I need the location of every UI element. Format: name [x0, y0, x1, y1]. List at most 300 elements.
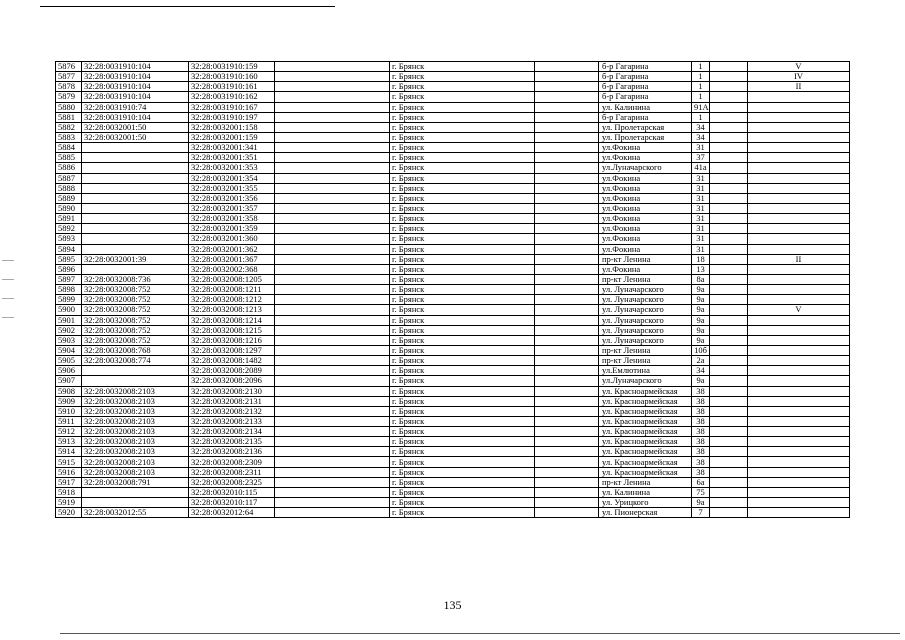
category-cell [748, 335, 850, 345]
row-number: 5887 [56, 173, 82, 183]
city-cell: г. Брянск [390, 143, 535, 153]
margin-marks [2, 260, 22, 360]
cadastral-number: 32:28:0032008:2135 [189, 437, 275, 447]
empty-cell [535, 264, 599, 274]
empty-cell [710, 508, 748, 518]
street-cell: б-р Гагарина [599, 82, 692, 92]
empty-cell [275, 112, 390, 122]
street-cell: пр-кт Ленина [599, 274, 692, 284]
empty-cell [710, 498, 748, 508]
empty-cell [710, 274, 748, 284]
street-cell: ул. Красноармейская [599, 386, 692, 396]
empty-cell [275, 295, 390, 305]
empty-cell [710, 254, 748, 264]
empty-cell [535, 254, 599, 264]
empty-cell [535, 183, 599, 193]
empty-cell [275, 356, 390, 366]
empty-cell [275, 498, 390, 508]
empty-cell [535, 274, 599, 284]
row-number: 5891 [56, 214, 82, 224]
category-cell [748, 193, 850, 203]
empty-cell [275, 274, 390, 284]
top-rule [40, 6, 335, 7]
empty-cell [275, 396, 390, 406]
house-cell: 9а [692, 498, 710, 508]
street-cell: ул. Луначарского [599, 285, 692, 295]
empty-cell [535, 224, 599, 234]
empty-cell [275, 193, 390, 203]
street-cell: ул.Фокина [599, 214, 692, 224]
parent-cadastral-number: 32:28:0031910:104 [82, 72, 189, 82]
category-cell [748, 183, 850, 193]
cadastral-number: 32:28:0032008:1213 [189, 305, 275, 315]
street-cell: ул. Красноармейская [599, 467, 692, 477]
parent-cadastral-number: 32:28:0032008:752 [82, 335, 189, 345]
house-cell: 9а [692, 295, 710, 305]
registry-rows [56, 62, 850, 518]
parent-cadastral-number: 32:28:0031910:74 [82, 102, 189, 112]
category-cell [748, 163, 850, 173]
row-number: 5884 [56, 143, 82, 153]
empty-cell [710, 376, 748, 386]
parent-cadastral-number: 32:28:0032008:752 [82, 295, 189, 305]
row-number: 5888 [56, 183, 82, 193]
empty-cell [275, 254, 390, 264]
empty-cell [535, 82, 599, 92]
city-cell: г. Брянск [390, 406, 535, 416]
empty-cell [710, 203, 748, 213]
empty-cell [275, 467, 390, 477]
row-number: 5899 [56, 295, 82, 305]
house-cell: 38 [692, 427, 710, 437]
house-cell: 31 [692, 193, 710, 203]
cadastral-number: 32:28:0032008:2325 [189, 477, 275, 487]
row-number: 5917 [56, 477, 82, 487]
city-cell: г. Брянск [390, 376, 535, 386]
category-cell [748, 315, 850, 325]
empty-cell [535, 457, 599, 467]
city-cell: г. Брянск [390, 132, 535, 142]
table-row [56, 153, 850, 163]
city-cell: г. Брянск [390, 325, 535, 335]
row-number: 5911 [56, 416, 82, 426]
empty-cell [275, 264, 390, 274]
empty-cell [275, 132, 390, 142]
empty-cell [535, 315, 599, 325]
table-row [56, 224, 850, 234]
empty-cell [535, 234, 599, 244]
cadastral-number: 32:28:0031910:159 [189, 62, 275, 72]
house-cell: 38 [692, 437, 710, 447]
category-cell [748, 102, 850, 112]
empty-cell [710, 396, 748, 406]
table-row [56, 203, 850, 213]
city-cell: г. Брянск [390, 163, 535, 173]
city-cell: г. Брянск [390, 356, 535, 366]
empty-cell [710, 315, 748, 325]
house-cell: 7 [692, 508, 710, 518]
city-cell: г. Брянск [390, 72, 535, 82]
city-cell: г. Брянск [390, 274, 535, 284]
row-number: 5881 [56, 112, 82, 122]
street-cell: ул.Фокина [599, 183, 692, 193]
parent-cadastral-number [82, 214, 189, 224]
street-cell: ул. Пролетарская [599, 122, 692, 132]
cadastral-number: 32:28:0032010:117 [189, 498, 275, 508]
category-cell [748, 234, 850, 244]
empty-cell [275, 203, 390, 213]
cadastral-number: 32:28:0032001:353 [189, 163, 275, 173]
parent-cadastral-number [82, 203, 189, 213]
parent-cadastral-number: 32:28:0032008:768 [82, 345, 189, 355]
parent-cadastral-number [82, 153, 189, 163]
table-row [56, 396, 850, 406]
category-cell [748, 406, 850, 416]
row-number: 5897 [56, 274, 82, 284]
row-number: 5915 [56, 457, 82, 467]
parent-cadastral-number: 32:28:0031910:104 [82, 92, 189, 102]
city-cell: г. Брянск [390, 498, 535, 508]
row-number: 5900 [56, 305, 82, 315]
category-cell [748, 366, 850, 376]
empty-cell [535, 102, 599, 112]
city-cell: г. Брянск [390, 416, 535, 426]
empty-cell [710, 386, 748, 396]
empty-cell [275, 72, 390, 82]
parent-cadastral-number: 32:28:0032008:2103 [82, 386, 189, 396]
empty-cell [535, 143, 599, 153]
table-row [56, 376, 850, 386]
empty-cell [275, 305, 390, 315]
table-row [56, 193, 850, 203]
table-row [56, 82, 850, 92]
empty-cell [535, 487, 599, 497]
city-cell: г. Брянск [390, 82, 535, 92]
street-cell: ул.Фокина [599, 224, 692, 234]
empty-cell [535, 132, 599, 142]
empty-cell [535, 214, 599, 224]
table-row [56, 335, 850, 345]
city-cell: г. Брянск [390, 203, 535, 213]
table-row [56, 386, 850, 396]
category-cell [748, 508, 850, 518]
street-cell: ул. Красноармейская [599, 396, 692, 406]
empty-cell [275, 143, 390, 153]
table-row [56, 285, 850, 295]
house-cell: 9а [692, 325, 710, 335]
empty-cell [710, 153, 748, 163]
house-cell: 2а [692, 356, 710, 366]
row-number: 5896 [56, 264, 82, 274]
parent-cadastral-number: 32:28:0031910:104 [82, 82, 189, 92]
empty-cell [535, 244, 599, 254]
house-cell: 41а [692, 163, 710, 173]
table-row [56, 234, 850, 244]
table-row [56, 264, 850, 274]
row-number: 5890 [56, 203, 82, 213]
city-cell: г. Брянск [390, 315, 535, 325]
empty-cell [275, 376, 390, 386]
city-cell: г. Брянск [390, 153, 535, 163]
city-cell: г. Брянск [390, 102, 535, 112]
category-cell [748, 487, 850, 497]
category-cell [748, 143, 850, 153]
empty-cell [275, 427, 390, 437]
house-cell: 38 [692, 396, 710, 406]
table-row [56, 112, 850, 122]
registry-page [55, 61, 850, 518]
city-cell: г. Брянск [390, 366, 535, 376]
empty-cell [710, 467, 748, 477]
category-cell [748, 92, 850, 102]
empty-cell [710, 305, 748, 315]
table-row [56, 457, 850, 467]
row-number: 5908 [56, 386, 82, 396]
empty-cell [710, 234, 748, 244]
city-cell: г. Брянск [390, 437, 535, 447]
cadastral-number: 32:28:0032008:1214 [189, 315, 275, 325]
street-cell: ул. Красноармейская [599, 447, 692, 457]
empty-cell [275, 92, 390, 102]
table-row [56, 102, 850, 112]
street-cell: ул. Калинина [599, 487, 692, 497]
empty-cell [710, 173, 748, 183]
empty-cell [275, 183, 390, 193]
empty-cell [275, 315, 390, 325]
row-number: 5889 [56, 193, 82, 203]
empty-cell [710, 356, 748, 366]
table-row [56, 447, 850, 457]
street-cell: б-р Гагарина [599, 62, 692, 72]
empty-cell [710, 416, 748, 426]
house-cell: 1 [692, 92, 710, 102]
empty-cell [275, 508, 390, 518]
street-cell: б-р Гагарина [599, 112, 692, 122]
street-cell: ул.Фокина [599, 153, 692, 163]
cadastral-number: 32:28:0032008:1297 [189, 345, 275, 355]
house-cell: 31 [692, 214, 710, 224]
parent-cadastral-number [82, 264, 189, 274]
empty-cell [275, 62, 390, 72]
category-cell [748, 153, 850, 163]
parent-cadastral-number [82, 143, 189, 153]
empty-cell [710, 132, 748, 142]
empty-cell [275, 244, 390, 254]
parent-cadastral-number [82, 193, 189, 203]
parent-cadastral-number: 32:28:0032008:736 [82, 274, 189, 284]
city-cell: г. Брянск [390, 386, 535, 396]
city-cell: г. Брянск [390, 264, 535, 274]
table-row [56, 437, 850, 447]
category-cell [748, 447, 850, 457]
row-number: 5883 [56, 132, 82, 142]
city-cell: г. Брянск [390, 305, 535, 315]
cadastral-number: 32:28:0032008:1211 [189, 285, 275, 295]
parent-cadastral-number [82, 173, 189, 183]
parent-cadastral-number [82, 234, 189, 244]
category-cell [748, 345, 850, 355]
house-cell: 31 [692, 173, 710, 183]
empty-cell [275, 457, 390, 467]
cadastral-number: 32:28:0032001:356 [189, 193, 275, 203]
category-cell [748, 386, 850, 396]
street-cell: ул.Фокина [599, 244, 692, 254]
street-cell: ул.Фокина [599, 173, 692, 183]
street-cell: ул. Луначарского [599, 315, 692, 325]
street-cell: ул. Луначарского [599, 335, 692, 345]
house-cell: 31 [692, 224, 710, 234]
category-cell: IV [748, 72, 850, 82]
house-cell: 31 [692, 244, 710, 254]
house-cell: 31 [692, 183, 710, 193]
city-cell: г. Брянск [390, 335, 535, 345]
category-cell [748, 325, 850, 335]
table-row [56, 274, 850, 284]
empty-cell [535, 376, 599, 386]
house-cell: 1 [692, 72, 710, 82]
city-cell: г. Брянск [390, 447, 535, 457]
row-number: 5912 [56, 427, 82, 437]
empty-cell [710, 72, 748, 82]
city-cell: г. Брянск [390, 487, 535, 497]
parent-cadastral-number: 32:28:0032008:752 [82, 305, 189, 315]
cadastral-number: 32:28:0032008:2311 [189, 467, 275, 477]
cadastral-number: 32:28:0032001:351 [189, 153, 275, 163]
cadastral-number: 32:28:0032008:2096 [189, 376, 275, 386]
parent-cadastral-number: 32:28:0032008:752 [82, 285, 189, 295]
table-row [56, 467, 850, 477]
cadastral-number: 32:28:0032001:359 [189, 224, 275, 234]
empty-cell [710, 325, 748, 335]
empty-cell [535, 62, 599, 72]
empty-cell [535, 92, 599, 102]
empty-cell [535, 163, 599, 173]
empty-cell [710, 427, 748, 437]
category-cell [748, 498, 850, 508]
parent-cadastral-number: 32:28:0032008:2103 [82, 427, 189, 437]
parent-cadastral-number: 32:28:0032008:2103 [82, 396, 189, 406]
row-number: 5920 [56, 508, 82, 518]
empty-cell [535, 285, 599, 295]
parent-cadastral-number [82, 163, 189, 173]
empty-cell [710, 163, 748, 173]
category-cell [748, 224, 850, 234]
parent-cadastral-number [82, 376, 189, 386]
empty-cell [710, 122, 748, 132]
category-cell [748, 203, 850, 213]
parent-cadastral-number [82, 244, 189, 254]
street-cell: б-р Гагарина [599, 72, 692, 82]
cadastral-number: 32:28:0032008:2089 [189, 366, 275, 376]
empty-cell [710, 62, 748, 72]
cadastral-number: 32:28:0032010:115 [189, 487, 275, 497]
category-cell [748, 122, 850, 132]
empty-cell [710, 437, 748, 447]
empty-cell [535, 345, 599, 355]
cadastral-number: 32:28:0032008:1482 [189, 356, 275, 366]
empty-cell [710, 102, 748, 112]
category-cell [748, 264, 850, 274]
empty-cell [275, 335, 390, 345]
table-row [56, 406, 850, 416]
empty-cell [275, 416, 390, 426]
house-cell: 9а [692, 335, 710, 345]
parent-cadastral-number: 32:28:0032001:50 [82, 122, 189, 132]
category-cell [748, 396, 850, 406]
row-number: 5918 [56, 487, 82, 497]
empty-cell [535, 112, 599, 122]
street-cell: ул. Луначарского [599, 295, 692, 305]
empty-cell [275, 285, 390, 295]
row-number: 5892 [56, 224, 82, 234]
row-number: 5885 [56, 153, 82, 163]
table-row [56, 92, 850, 102]
empty-cell [710, 244, 748, 254]
category-cell [748, 244, 850, 254]
table-row [56, 356, 850, 366]
cadastral-number: 32:28:0032001:358 [189, 214, 275, 224]
empty-cell [710, 92, 748, 102]
category-cell [748, 457, 850, 467]
city-cell: г. Брянск [390, 285, 535, 295]
empty-cell [535, 356, 599, 366]
city-cell: г. Брянск [390, 254, 535, 264]
empty-cell [275, 386, 390, 396]
city-cell: г. Брянск [390, 193, 535, 203]
empty-cell [710, 193, 748, 203]
row-number: 5902 [56, 325, 82, 335]
empty-cell [535, 386, 599, 396]
empty-cell [710, 264, 748, 274]
parent-cadastral-number: 32:28:0032012:55 [82, 508, 189, 518]
empty-cell [275, 477, 390, 487]
cadastral-number: 32:28:0032008:1215 [189, 325, 275, 335]
cadastral-number: 32:28:0032001:362 [189, 244, 275, 254]
empty-cell [535, 427, 599, 437]
house-cell: 38 [692, 467, 710, 477]
city-cell: г. Брянск [390, 457, 535, 467]
cadastral-number: 32:28:0032001:367 [189, 254, 275, 264]
category-cell [748, 356, 850, 366]
empty-cell [710, 285, 748, 295]
category-cell [748, 112, 850, 122]
empty-cell [535, 305, 599, 315]
cadastral-number: 32:28:0032008:2130 [189, 386, 275, 396]
empty-cell [535, 498, 599, 508]
category-cell [748, 173, 850, 183]
row-number: 5895 [56, 254, 82, 264]
empty-cell [710, 406, 748, 416]
empty-cell [535, 406, 599, 416]
table-row [56, 132, 850, 142]
street-cell: ул. Красноармейская [599, 406, 692, 416]
street-cell: пр-кт Ленина [599, 477, 692, 487]
row-number: 5893 [56, 234, 82, 244]
category-cell [748, 214, 850, 224]
city-cell: г. Брянск [390, 508, 535, 518]
parent-cadastral-number: 32:28:0032008:752 [82, 315, 189, 325]
empty-cell [275, 406, 390, 416]
category-cell [748, 285, 850, 295]
parent-cadastral-number: 32:28:0032008:774 [82, 356, 189, 366]
empty-cell [535, 467, 599, 477]
category-cell: II [748, 254, 850, 264]
empty-cell [710, 447, 748, 457]
table-row [56, 143, 850, 153]
row-number: 5898 [56, 285, 82, 295]
street-cell: ул.Фокина [599, 264, 692, 274]
category-cell [748, 416, 850, 426]
